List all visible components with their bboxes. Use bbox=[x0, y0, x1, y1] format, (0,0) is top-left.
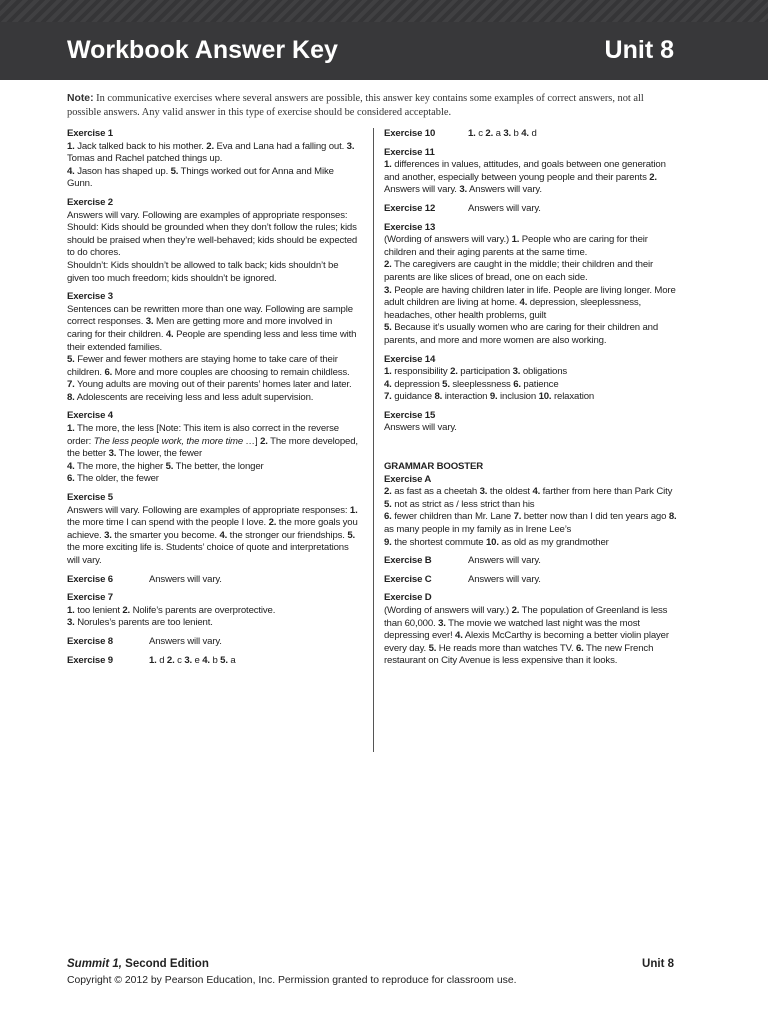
item-number: 3. bbox=[108, 448, 117, 460]
answer: Alexis McCarthy is becoming a better violin player every day. bbox=[384, 630, 669, 654]
item-number: 9. bbox=[384, 536, 392, 548]
exercise-a bbox=[384, 474, 680, 550]
answer: b bbox=[511, 128, 522, 139]
copyright-notice: Copyright © 2012 by Pearson Education, Inc. Permission granted to reproduce for classroom use. bbox=[67, 975, 517, 986]
item-number: 1. bbox=[468, 128, 476, 139]
exercise-13 bbox=[384, 222, 680, 348]
answer: Norules’s parents are too lenient. bbox=[74, 617, 213, 629]
item-number: 9. bbox=[489, 391, 498, 403]
item-number: 4. bbox=[165, 328, 174, 340]
answer: d bbox=[528, 128, 537, 139]
answer: a bbox=[227, 654, 236, 666]
item-number: 6. bbox=[575, 642, 584, 654]
answer: The more developed, the better bbox=[67, 435, 358, 460]
answer: The population of Greenland is less than 60,000. bbox=[384, 605, 668, 629]
item-number: 7. bbox=[67, 379, 75, 391]
answer: obligations bbox=[520, 366, 568, 378]
footer-book-title bbox=[67, 958, 209, 970]
exercise-title: Exercise 6 bbox=[67, 573, 113, 585]
right-column bbox=[384, 128, 680, 674]
item-number: 4. bbox=[532, 486, 541, 498]
page-header bbox=[0, 0, 768, 80]
item-number: 1. bbox=[67, 604, 75, 616]
answer: He reads more than watches TV. bbox=[436, 642, 576, 654]
answer: the more goals you achieve. bbox=[67, 517, 358, 541]
answer: Things worked out for Anna and Mike Gunn. bbox=[67, 165, 334, 190]
answer: sleeplessness bbox=[449, 378, 514, 390]
item-number: 5. bbox=[442, 378, 450, 390]
answer: (Wording of answers will vary.) bbox=[384, 605, 512, 616]
answer: Answers will vary. Following are examples of appropriate responses: bbox=[67, 504, 350, 516]
item-number: 5. bbox=[67, 354, 75, 366]
answer: The caregivers are caught in the middle; their children and their parents are like slices of bread, one on each side. bbox=[384, 259, 654, 283]
answer: (Wording of answers will vary.) bbox=[384, 234, 512, 246]
exercise-d bbox=[384, 592, 680, 668]
note-text: In communicative exercises where several answers are possible, this answer key contains some examples of correct answers, not all possible answers. Any valid answer in this type of exercise should be considered acceptable. bbox=[67, 93, 644, 118]
answer: Because it’s usually women who are caring for their children and parents, and more and more women are also working. bbox=[384, 322, 659, 346]
item-number: 5. bbox=[428, 642, 437, 654]
answer: The movie we watched last night was the most depressing ever! bbox=[384, 617, 640, 642]
answer: responsibility bbox=[391, 366, 451, 378]
answer: c bbox=[174, 654, 185, 666]
answer: The new French restaurant on City Avenue is less expensive than it looks. bbox=[384, 642, 654, 667]
exercise-11 bbox=[384, 147, 680, 197]
answer: patience bbox=[520, 378, 559, 390]
answer: depression bbox=[391, 378, 443, 390]
item-number: 5. bbox=[384, 498, 392, 510]
item-number: 4. bbox=[67, 165, 75, 177]
answer: Answers will vary. bbox=[149, 573, 222, 585]
item-number: 3. bbox=[346, 140, 355, 152]
item-number: 2. bbox=[384, 486, 392, 498]
exercise-title: Exercise 1 bbox=[67, 128, 113, 139]
answer: b bbox=[209, 654, 221, 666]
exercise-c bbox=[384, 574, 680, 587]
item-number: 3. bbox=[104, 529, 112, 541]
answer: as many people in my family as in Irene Lee’s bbox=[384, 524, 572, 536]
exercise-title: Exercise 2 bbox=[67, 196, 113, 208]
item-number: 1. bbox=[384, 366, 392, 378]
exercise-14 bbox=[384, 354, 680, 404]
item-number: 7. bbox=[384, 391, 392, 403]
answer: Jack talked back to his mother. bbox=[74, 140, 207, 152]
answer: Nolife’s parents are overprotective. bbox=[130, 604, 276, 616]
item-number: 2. bbox=[268, 517, 277, 529]
item-number: 3. bbox=[459, 184, 468, 196]
answer: the stronger our friendships. bbox=[227, 529, 348, 541]
exercise-title: Exercise 5 bbox=[67, 492, 113, 504]
answer: the smarter you become. bbox=[111, 529, 220, 541]
answer: a bbox=[493, 128, 504, 139]
answer: fewer children than Mr. Lane bbox=[391, 511, 514, 523]
answer: ] bbox=[255, 435, 261, 447]
answer: Jason has shaped up. bbox=[74, 165, 171, 177]
exercise-title: Exercise 15 bbox=[384, 409, 436, 421]
item-number: 2. bbox=[485, 128, 494, 139]
item-number: 6. bbox=[104, 366, 113, 378]
answer: differences in values, attitudes, and goals between one generation and another, especially between young people and their parents bbox=[384, 159, 666, 183]
answer: Answers will vary. bbox=[149, 635, 222, 647]
unit-label: Unit 8 bbox=[604, 36, 674, 64]
answer: Answers will vary. bbox=[384, 422, 457, 434]
exercise-b bbox=[384, 555, 680, 568]
answer: People who are caring for their children and their aging parents at the same time. bbox=[384, 234, 648, 258]
answer: better now than I did ten years ago bbox=[521, 511, 669, 523]
answer: Tomas and Rachel patched things up. bbox=[67, 153, 223, 165]
item-number: 3. bbox=[184, 654, 193, 666]
item-number: 5. bbox=[165, 460, 174, 472]
answer: the shortest commute bbox=[391, 536, 486, 548]
exercise-5 bbox=[67, 492, 358, 568]
answer: Answers will vary. bbox=[468, 555, 541, 567]
exercise-3 bbox=[67, 291, 358, 404]
answer: participation bbox=[457, 366, 513, 378]
item-number: 8. bbox=[434, 391, 443, 403]
answer: Young adults are moving out of their parents’ homes later and later. bbox=[74, 379, 352, 391]
answer: Fewer and fewer mothers are staying home to take care of their children. bbox=[67, 354, 338, 378]
answer: the more exciting life is. Students’ choice of quote and interpretations will vary. bbox=[67, 542, 349, 566]
exercise-9 bbox=[67, 655, 358, 668]
answer: Answers will vary. bbox=[467, 184, 542, 196]
item-number: 6. bbox=[67, 473, 75, 485]
item-number: 4. bbox=[219, 529, 228, 541]
exercise-title: Exercise D bbox=[384, 592, 432, 604]
item-number: 8. bbox=[668, 511, 677, 523]
exercise-15 bbox=[384, 410, 680, 435]
answer: Sentences can be rewritten more than one way. Following are sample correct responses. bbox=[67, 303, 353, 328]
item-number: 1. bbox=[384, 159, 392, 171]
item-number: 2. bbox=[511, 605, 520, 616]
item-number: 6. bbox=[513, 378, 521, 390]
exercise-7 bbox=[67, 592, 358, 630]
item-number: 3. bbox=[512, 366, 521, 378]
answer: guidance bbox=[391, 391, 435, 403]
exercise-title: Exercise B bbox=[384, 555, 432, 567]
exercise-10 bbox=[384, 128, 680, 141]
answer: farther from here than Park City bbox=[540, 486, 673, 498]
item-number: 5. bbox=[170, 165, 179, 177]
item-number: 2. bbox=[122, 604, 131, 616]
exercise-title: Exercise 8 bbox=[67, 635, 113, 647]
item-number: 5. bbox=[347, 529, 356, 541]
exercise-12 bbox=[384, 203, 680, 216]
answer: the more time I can spend with the people I love. bbox=[67, 517, 269, 529]
note-paragraph bbox=[67, 92, 677, 120]
answer: not as strict as / less strict than his bbox=[391, 498, 535, 510]
answer: The better, the longer bbox=[173, 460, 264, 472]
answer: The older, the fewer bbox=[74, 473, 159, 485]
column-divider bbox=[373, 128, 374, 752]
item-number: 3. bbox=[438, 617, 446, 629]
item-number: 10. bbox=[485, 536, 499, 548]
left-column bbox=[67, 128, 358, 673]
grammar-booster-heading: GRAMMAR BOOSTER bbox=[384, 461, 484, 473]
exercise-1 bbox=[67, 128, 358, 191]
exercise-2 bbox=[67, 197, 358, 285]
item-number: 4. bbox=[202, 654, 210, 666]
exercise-4 bbox=[67, 410, 358, 486]
answer-line: Should: Kids should be grounded when they don’t follow the rules; kids should be praised when they’re well-behaved; kids should be expected to do chores. bbox=[67, 222, 358, 259]
answer-line: Shouldn’t: Kids shouldn’t be allowed to talk back; kids shouldn’t be given too much freedom; kids shouldn’t be ignored. bbox=[67, 259, 339, 284]
exercise-title: Exercise 13 bbox=[384, 221, 436, 233]
item-number: 1. bbox=[67, 423, 75, 435]
answer: Answers will vary. bbox=[384, 184, 460, 196]
edition: Second Edition bbox=[121, 958, 209, 970]
exercise-title: Exercise C bbox=[384, 573, 432, 585]
answer: c bbox=[475, 128, 486, 139]
answer-italic: The less people work, the more time … bbox=[93, 435, 256, 447]
item-number: 3. bbox=[145, 316, 154, 328]
item-number: 5. bbox=[220, 654, 228, 666]
item-number: 10. bbox=[538, 391, 552, 403]
exercise-title: Exercise A bbox=[384, 473, 432, 485]
answer: e bbox=[192, 654, 203, 666]
item-number: 8. bbox=[67, 391, 75, 403]
answer: inclusion bbox=[497, 391, 539, 403]
item-number: 2. bbox=[260, 435, 268, 447]
item-number: 3. bbox=[384, 284, 392, 296]
item-number: 3. bbox=[67, 617, 75, 629]
item-number: 1. bbox=[149, 654, 157, 666]
item-number: 2. bbox=[166, 654, 175, 666]
exercise-8 bbox=[67, 636, 358, 649]
answer: interaction bbox=[442, 391, 490, 403]
answer: More and more couples are choosing to remain childless. bbox=[112, 366, 350, 378]
item-number: 1. bbox=[349, 504, 358, 516]
item-number: 2. bbox=[450, 366, 458, 378]
answer: too lenient bbox=[74, 604, 123, 616]
item-number: 2. bbox=[649, 171, 657, 183]
answer: d bbox=[156, 654, 167, 666]
answer: relaxation bbox=[551, 391, 595, 403]
answer: The more, the higher bbox=[74, 460, 166, 472]
answer: Eva and Lana had a falling out. bbox=[213, 140, 347, 152]
item-number: 4. bbox=[521, 128, 529, 139]
note-label: Note: bbox=[67, 93, 94, 104]
answer: depression, sleeplessness, headaches, other health problems, guilt bbox=[384, 297, 642, 321]
answer: Answers will vary. bbox=[468, 202, 541, 214]
answer: Answers will vary. bbox=[468, 573, 541, 585]
exercise-title: Exercise 3 bbox=[67, 291, 113, 303]
footer-unit: Unit 8 bbox=[642, 958, 674, 970]
item-number: 3. bbox=[479, 486, 488, 498]
answer: as old as my grandmother bbox=[498, 536, 609, 548]
answer: People are spending less and less time with their extended families. bbox=[67, 328, 357, 353]
exercise-6 bbox=[67, 574, 358, 587]
exercise-title: Exercise 4 bbox=[67, 410, 113, 422]
answer: Adolescents are receiving less and less adult supervision. bbox=[74, 391, 314, 403]
item-number: 4. bbox=[519, 297, 528, 309]
item-number: 6. bbox=[384, 511, 392, 523]
exercise-title: Exercise 7 bbox=[67, 592, 113, 604]
answer: The more, the less [Note: This item is also correct in the reverse order: bbox=[67, 423, 339, 447]
page-title: Workbook Answer Key bbox=[67, 36, 338, 64]
item-number: 2. bbox=[384, 259, 392, 271]
item-number: 7. bbox=[513, 511, 522, 523]
item-number: 5. bbox=[384, 322, 392, 334]
answer: The lower, the fewer bbox=[116, 448, 202, 460]
item-number: 2. bbox=[206, 140, 214, 152]
item-number: 4. bbox=[67, 460, 75, 472]
item-number: 3. bbox=[503, 128, 512, 139]
answer: People are having children later in life. People are living longer. More adult children are living at home. bbox=[384, 284, 676, 309]
exercise-title: Exercise 12 bbox=[384, 202, 436, 214]
item-number: 4. bbox=[384, 378, 392, 390]
exercise-title: Exercise 9 bbox=[67, 654, 113, 666]
answer: as fast as a cheetah bbox=[391, 486, 480, 498]
answer-line: Answers will vary. Following are examples of appropriate responses: bbox=[67, 209, 348, 221]
exercise-title: Exercise 11 bbox=[384, 146, 435, 158]
item-number: 1. bbox=[511, 234, 520, 246]
item-number: 1. bbox=[67, 140, 75, 152]
answer: the oldest bbox=[487, 486, 533, 498]
book-name: Summit 1, bbox=[67, 958, 122, 970]
exercise-title: Exercise 14 bbox=[384, 353, 436, 365]
exercise-title: Exercise 10 bbox=[384, 128, 436, 139]
answer: Men are getting more and more involved in caring for their children. bbox=[67, 316, 333, 340]
item-number: 4. bbox=[455, 630, 463, 642]
